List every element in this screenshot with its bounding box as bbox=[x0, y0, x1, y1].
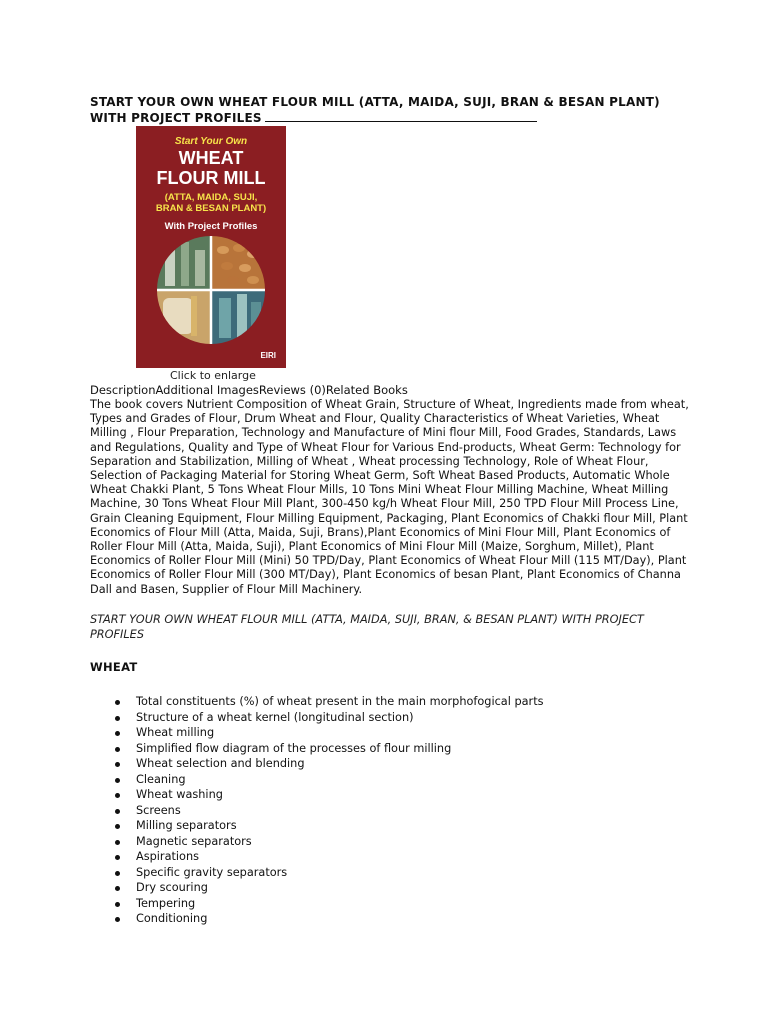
list-item-text: Structure of a wheat kernel (longitudinal section) bbox=[136, 710, 414, 724]
list-item bbox=[90, 772, 544, 788]
cover-photo-collage bbox=[157, 236, 265, 344]
list-item bbox=[90, 849, 544, 865]
section-heading: WHEAT bbox=[90, 660, 138, 674]
bullet-icon bbox=[115, 700, 120, 705]
book-subtitle: START YOUR OWN WHEAT FLOUR MILL (ATTA, MAIDA, SUJI, BRAN, & BESAN PLANT) WITH PROJECT PROFILES bbox=[90, 613, 644, 641]
list-item-text: Wheat washing bbox=[136, 788, 223, 801]
bullet-icon bbox=[115, 809, 120, 814]
cover-title bbox=[136, 148, 286, 188]
bullet-icon bbox=[115, 747, 120, 752]
list-item-text: Screens bbox=[136, 803, 181, 817]
list-item-text: Simplified flow diagram of the processes of flour milling bbox=[136, 741, 452, 755]
list-item bbox=[90, 710, 544, 726]
list-item-text: Dry scouring bbox=[136, 881, 208, 894]
list-item bbox=[90, 880, 544, 896]
bullet-icon bbox=[115, 855, 120, 860]
list-item-text: Cleaning bbox=[136, 772, 186, 786]
list-item bbox=[90, 911, 544, 927]
cover-subtitle bbox=[136, 192, 286, 214]
tab-additional-images[interactable]: Additional Images bbox=[155, 383, 259, 397]
list-item-text: Wheat milling bbox=[136, 726, 215, 739]
cover-title-line-2: FLOUR MILL bbox=[156, 168, 266, 188]
bullet-icon bbox=[115, 840, 120, 845]
list-item bbox=[90, 896, 544, 912]
bullet-icon bbox=[115, 902, 120, 907]
bullet-icon bbox=[115, 762, 120, 767]
bullet-icon bbox=[115, 716, 120, 721]
cover-line-4: With Project Profiles bbox=[164, 221, 258, 232]
bullet-icon bbox=[115, 871, 120, 876]
document-title bbox=[90, 95, 670, 126]
enlarge-link[interactable]: Click to enlarge bbox=[170, 369, 256, 382]
cover-line-1: Start Your Own bbox=[174, 136, 248, 147]
cover-title-line-1: WHEAT bbox=[178, 148, 244, 168]
list-item bbox=[90, 725, 544, 741]
tab-related-books[interactable]: Related Books bbox=[325, 383, 408, 397]
title-text: START YOUR OWN WHEAT FLOUR MILL (ATTA, MAIDA, SUJI, BRAN & BESAN PLANT) WITH PROJECT PROFILES bbox=[90, 95, 660, 125]
cover-subtitle-line-2: BRAN & BESAN PLANT) bbox=[155, 203, 267, 214]
list-item-text: Specific gravity separators bbox=[136, 865, 288, 879]
list-item-text: Magnetic separators bbox=[136, 834, 252, 848]
cover-collage-graphic bbox=[157, 236, 265, 344]
bullet-icon bbox=[115, 778, 120, 783]
list-item-text: Total constituents (%) of wheat present in the main morphofogical parts bbox=[136, 695, 544, 708]
list-item bbox=[90, 865, 544, 881]
bullet-icon bbox=[115, 824, 120, 829]
tab-description[interactable]: Description bbox=[90, 383, 156, 397]
list-item bbox=[90, 803, 544, 819]
bullet-icon bbox=[115, 731, 120, 736]
list-item-text: Tempering bbox=[136, 896, 196, 910]
tab-bar bbox=[90, 383, 408, 397]
list-item bbox=[90, 818, 544, 834]
list-item bbox=[90, 756, 544, 772]
publisher-logo: EIRI bbox=[260, 351, 276, 360]
book-cover-image[interactable] bbox=[136, 126, 286, 368]
bullet-icon bbox=[115, 917, 120, 922]
title-underline bbox=[265, 110, 537, 122]
list-item-text: Conditioning bbox=[136, 912, 208, 925]
list-item bbox=[90, 741, 544, 757]
list-item bbox=[90, 694, 544, 710]
list-item bbox=[90, 787, 544, 803]
bullet-icon bbox=[115, 793, 120, 798]
list-item bbox=[90, 834, 544, 850]
description-paragraph: The book covers Nutrient Composition of Wheat Grain, Structure of Wheat, Ingredients made from wheat, Types and Grades of Flour, Drum Wheat and Flour, Quality Characteristics of Wheat Varieties, Wheat Milling , Flour Preparation, Technology and Manufacture of Mini flour Mill, Food Grades, Standards, Laws and Regulations, Quality and Type of Wheat Flour for Various End-products, Wheat Germ: Technology for Separation and Stabilization, Milling of Wheat , Wheat processing Technology, Role of Wheat Flour, Selection of Packaging Material for Storing Wheat Germ, Soft Wheat Based Products, Automatic Whole Wheat Chakki Plant, 5 Tons Wheat Flour Mills, 10 Tons Mini Wheat Flour Milling Machine, Wheat Milling Machine, 30 Tons Wheat Flour Mill Plant, 300-450 kg/h Wheat Flour Mill, 250 TPD Flour Mill Process Line, Grain Cleaning Equipment, Flour Milling Equipment, Packaging, Plant Economics of Chakki flour Mill, Plant Economics of Flour Mill (Atta, Maida, Suji, Brans),Plant Economics of Mini Flour Mill, Plant Economics of Roller Flour Mill (Atta, Maida, Suji), Plant Economics of Mini Flour Mill (Maize, Sorghum, Millet), Plant Economics of Roller Flour Mill (Mini) 50 TPD/Day, Plant Economics of Wheat Flour Mill (115 MT/Day), Plant Economics of Roller Flour Mill (300 MT/Day), Plant Economics of besan Plant, Plant Economics of Channa Dall and Basen, Supplier of Flour Mill Machinery. bbox=[90, 398, 689, 596]
list-item-text: Aspirations bbox=[136, 850, 200, 863]
bullet-icon bbox=[115, 886, 120, 891]
list-item-text: Milling separators bbox=[136, 819, 237, 832]
contents-list bbox=[90, 694, 544, 927]
cover-subtitle-line-1: (ATTA, MAIDA, SUJI, bbox=[164, 192, 258, 203]
list-item-text: Wheat selection and blending bbox=[136, 757, 305, 770]
tab-reviews[interactable]: Reviews (0) bbox=[258, 383, 326, 397]
